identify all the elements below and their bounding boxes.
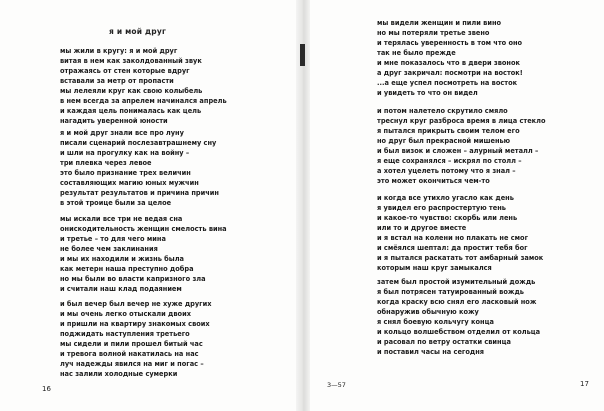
verse-line: но друг был прекрасной мишенью — [377, 137, 511, 145]
verse-line: и считали наш клад подаянием — [60, 285, 182, 293]
stanza-1 — [60, 46, 227, 126]
verse-line: и мне показалось что в двери звонок — [377, 59, 520, 67]
verse-line: затем был простой изумительный дождь — [377, 278, 536, 286]
verse-line: а хотел уцелеть потому что я знал – — [377, 167, 516, 175]
verse-line: мы жили в кругу: я и мой друг — [60, 47, 178, 55]
verse-line: я и мой друг знали все про луну — [60, 129, 184, 137]
verse-line: и мы очень легко отыскали двоих — [60, 310, 191, 318]
verse-line: поджидать наступления третьего — [60, 330, 190, 338]
verse-line: отражаясь от стен которые вдруг — [60, 67, 190, 75]
verse-line: и расовал по ветру остатки свинца — [377, 338, 511, 346]
verse-line: треснул круг разброса время в лица стекло — [377, 117, 546, 125]
stanza-5 — [377, 18, 523, 98]
stanza-2 — [60, 128, 219, 208]
verse-line: и терялась уверенность в том что оно — [377, 39, 523, 47]
verse-line: и был вечер был вечер не хуже других — [60, 300, 212, 308]
verse-line: и каждая цель понималась как цель — [60, 107, 202, 115]
verse-line: это было признание трех величин — [60, 169, 191, 177]
stanza-7 — [377, 193, 543, 273]
verse-line: и я пытался раскатать тот амбарный замок — [377, 254, 544, 262]
verse-line: нагадить уверенной юности — [60, 117, 168, 125]
verse-line: писали сценарий послезавтрашнему сну — [60, 139, 217, 147]
verse-line: и увидеть то что он видел — [377, 89, 478, 97]
verse-line: мы видели женщин и пили вино — [377, 19, 502, 27]
stanza-6 — [377, 106, 546, 186]
verse-line: онискодительность женщин смелость вина — [60, 225, 227, 233]
verse-line: так не было прежде — [377, 49, 456, 57]
verse-line: обнаружив обычную кожу — [377, 308, 479, 316]
stanza-8 — [377, 277, 540, 357]
verse-line: и мы их находили и жизнь была — [60, 255, 185, 263]
verse-line: и шли на прогулку как на войну – — [60, 149, 190, 157]
verse-line: я был потрясен татуированный вождь — [377, 288, 524, 296]
verse-line: когда краску всю снял его ласковый нож — [377, 298, 537, 306]
verse-line: я еще сохранялся – искрял по столл – — [377, 157, 522, 165]
verse-line: витая в нем как заколдованный звук — [60, 57, 202, 65]
stanza-3 — [60, 214, 227, 294]
verse-line: нас залили холодные сумерки — [60, 370, 178, 378]
verse-line: я увидел его распростертую тень — [377, 204, 506, 212]
verse-line: я снял боевую кольчугу конца — [377, 318, 494, 326]
verse-line: и я встал на колени но плакать не смог — [377, 234, 529, 242]
verse-line: мы лелеяли круг как свою колыбель — [60, 87, 203, 95]
verse-line: или то и другое вместе — [377, 224, 467, 232]
verse-line: и тревога волной накатилась на нас — [60, 350, 199, 358]
verse-line: а друг закричал: посмотри на восток! — [377, 69, 523, 77]
signature-mark: 3—57 — [327, 381, 346, 389]
right-page — [304, 0, 604, 411]
verse-line: и потом налетело скрутило смяло — [377, 107, 508, 115]
verse-line: и смёялся шептал: да простит тебя бог — [377, 244, 528, 252]
verse-line: я пытался прикрыть своим телом его — [377, 127, 520, 135]
verse-line: ...а еще успел посмотреть на восток — [377, 79, 518, 87]
verse-line: мы искали все три не ведая сна — [60, 215, 183, 223]
verse-line: и пришли на квартиру знакомых своих — [60, 320, 210, 328]
verse-line: и когда все утихло угасло как день — [377, 194, 514, 202]
stanza-4 — [60, 299, 211, 379]
page-number-left: 16 — [42, 385, 51, 393]
verse-line: но мы были во власти капризного зла — [60, 275, 206, 283]
verse-line: луч надежды явился на миг и погас – — [60, 360, 204, 368]
verse-line: как метерн наша преступно добра — [60, 265, 194, 273]
verse-line: вставали за метр от пропасти — [60, 77, 174, 85]
verse-line: не более чем заклинания — [60, 245, 158, 253]
verse-line: это может окончиться чем-то — [377, 177, 490, 185]
verse-line: мы сидели и пили прошел битый час — [60, 340, 203, 348]
verse-line: три плевка через левое — [60, 159, 152, 167]
verse-line: и кольцо волшебством отделил от кольца — [377, 328, 541, 336]
verse-line: которым наш круг замыкался — [377, 264, 492, 272]
verse-line: в этой троице были за целое — [60, 199, 172, 207]
verse-line: составляющих магию юных мужчин — [60, 179, 199, 187]
left-page — [0, 0, 300, 411]
page-number-right: 17 — [580, 380, 589, 388]
poem-title: я и мой друг — [109, 27, 167, 36]
verse-line: результат результатов и причина причин — [60, 189, 219, 197]
verse-line: в нем всегда за апрелем начинался апрель — [60, 97, 227, 105]
verse-line: и какое-то чувство: скорбь или лень — [377, 214, 518, 222]
verse-line: но мы потеряли третье звено — [377, 29, 490, 37]
verse-line: и третье – то для чего мина — [60, 235, 166, 243]
verse-line: и был визок и сложен – алурный металл – — [377, 147, 539, 155]
verse-line: и поставил часы на сегодня — [377, 348, 485, 356]
